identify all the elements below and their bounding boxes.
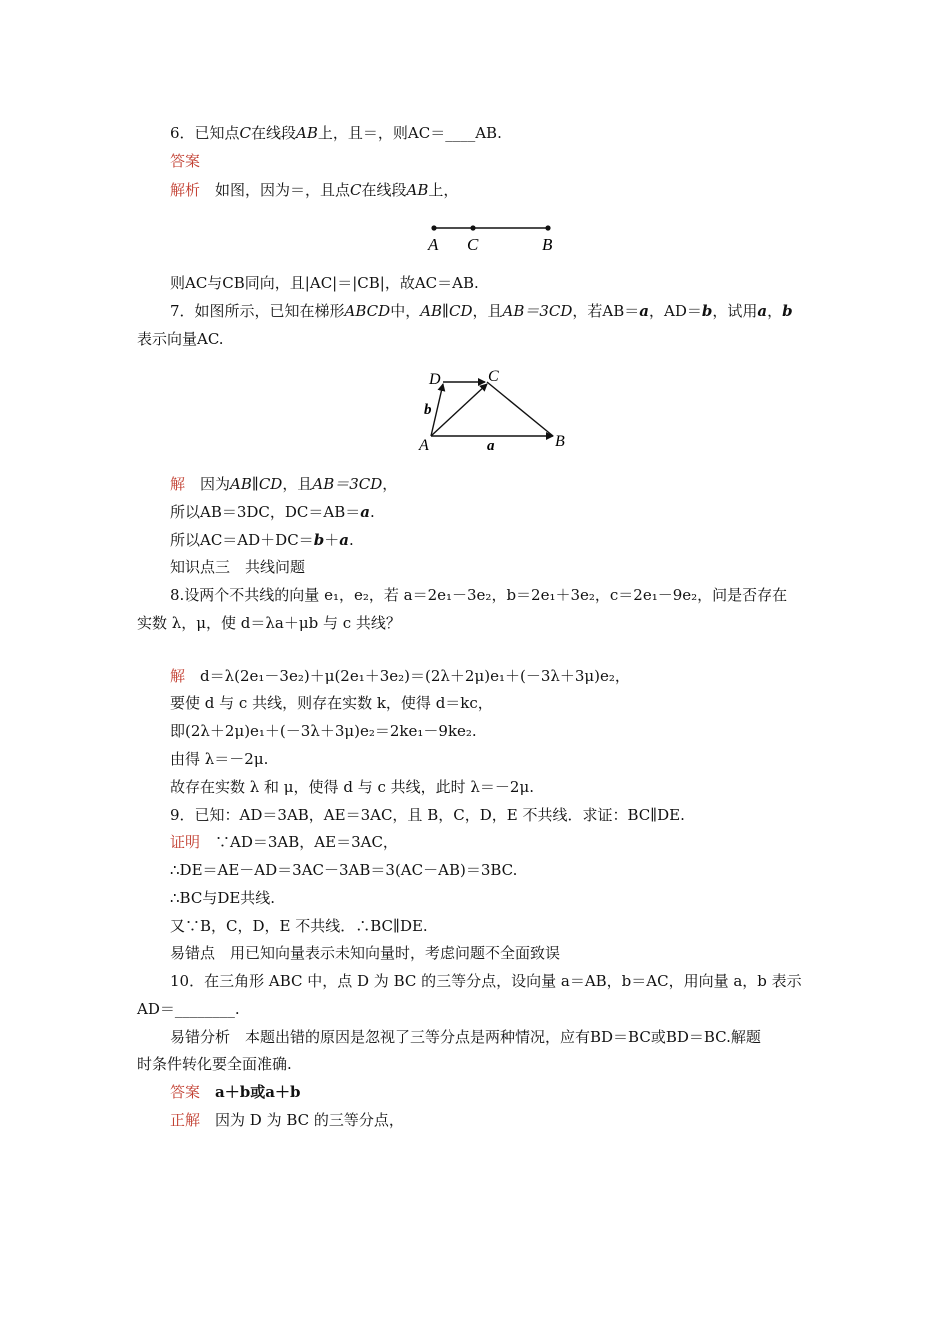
q6-segment-figure	[418, 214, 568, 260]
label-b: B	[555, 433, 565, 450]
label-c: C	[467, 235, 479, 254]
q7-line-1: 7．如图所示，已知在梯形ABCD中，AB∥CD，且AB＝3CD，若AB＝a，AD＝b，试用a，b	[170, 302, 793, 320]
q10-analysis-1: 易错分析 本题出错的原因是忽视了三等分点是两种情况，应有BD＝BC或BD＝BC.解题	[170, 1028, 761, 1046]
q10-line-2: AD＝________.	[137, 1000, 240, 1018]
label-c: C	[488, 368, 499, 385]
label-b: B	[542, 235, 553, 254]
vector-ac	[431, 384, 487, 436]
q9-proof-4: 又∵B，C，D，E 不共线．∴BC∥DE.	[170, 917, 428, 935]
q9-proof-1: 证明 ∵AD＝3AB，AE＝3AC，	[170, 833, 398, 851]
q7-trapezoid-figure	[415, 364, 580, 458]
point-a	[431, 225, 436, 230]
q7-solution-1: 解 因为AB∥CD，且AB＝3CD，	[170, 475, 398, 493]
q8-solution-2: 要使 d 与 c 共线，则存在实数 k，使得 d＝kc，	[170, 694, 493, 712]
q10-correct-solution: 正解 因为 D 为 BC 的三等分点，	[170, 1111, 404, 1129]
vector-ad	[431, 384, 443, 436]
label-a: A	[428, 235, 439, 254]
q8-solution-3: 即(2λ＋2μ)e₁＋(－3λ＋3μ)e₂＝2ke₁－9ke₂.	[170, 722, 477, 740]
q6-conclusion: 则AC与CB同向，且|AC|＝|CB|，故AC＝AB.	[170, 274, 479, 292]
label-a-vector: a	[487, 438, 495, 454]
point-b	[545, 225, 550, 230]
section-3-heading: 知识点三 共线问题	[170, 558, 306, 576]
q10-analysis-2: 时条件转化要全面准确.	[137, 1055, 292, 1073]
q9-proof-3: ∴BC与DE共线.	[170, 889, 276, 907]
q8-solution-5: 故存在实数 λ 和 μ，使得 d 与 c 共线，此时 λ＝－2μ.	[170, 778, 534, 796]
q10-answer: 答案 a＋b或a＋b	[170, 1083, 301, 1101]
q8-solution-4: 由得 λ＝－2μ.	[170, 750, 269, 768]
side-cb	[487, 382, 553, 436]
label-a: A	[419, 437, 429, 454]
q6-answer-label: 答案	[170, 152, 201, 170]
label-d: D	[429, 371, 441, 388]
q6-explanation: 解析 如图，因为＝，且点C在线段AB上，	[170, 181, 459, 199]
q10-line-1: 10．在三角形 ABC 中，点 D 为 BC 的三等分点，设向量 a＝AB，b＝AC，用向量 a，b 表示	[170, 972, 802, 990]
q9-line: 9．已知：AD＝3AB，AE＝3AC，且 B，C，D，E 不共线．求证：BC∥DE.	[170, 806, 685, 824]
q6-line: 6．已知点C在线段AB上，且＝，则AC＝____AB.	[170, 124, 502, 142]
label-b-vector: b	[424, 402, 432, 418]
mistake-heading: 易错点 用已知向量表示未知向量时，考虑问题不全面致误	[170, 944, 561, 962]
q7-solution-2: 所以AB＝3DC，DC＝AB＝a.	[170, 503, 375, 521]
q8-line-2: 实数 λ，μ，使 d＝λa＋μb 与 c 共线？	[137, 614, 401, 632]
point-c	[470, 225, 475, 230]
q7-solution-3: 所以AC＝AD＋DC＝b＋a.	[170, 531, 354, 549]
q9-proof-2: ∴DE＝AE－AD＝3AC－3AB＝3(AC－AB)＝3BC.	[170, 861, 518, 879]
q8-line-1: 8.设两个不共线的向量 e₁，e₂，若 a＝2e₁－3e₂，b＝2e₁＋3e₂，c＝2e₁－9e₂，问是否存在	[170, 586, 788, 604]
q8-solution-1: 解 d＝λ(2e₁－3e₂)＋μ(2e₁＋3e₂)＝(2λ＋2μ)e₁＋(－3λ＋3μ)e₂，	[170, 667, 630, 685]
q7-line-2: 表示向量AC.	[137, 330, 224, 348]
